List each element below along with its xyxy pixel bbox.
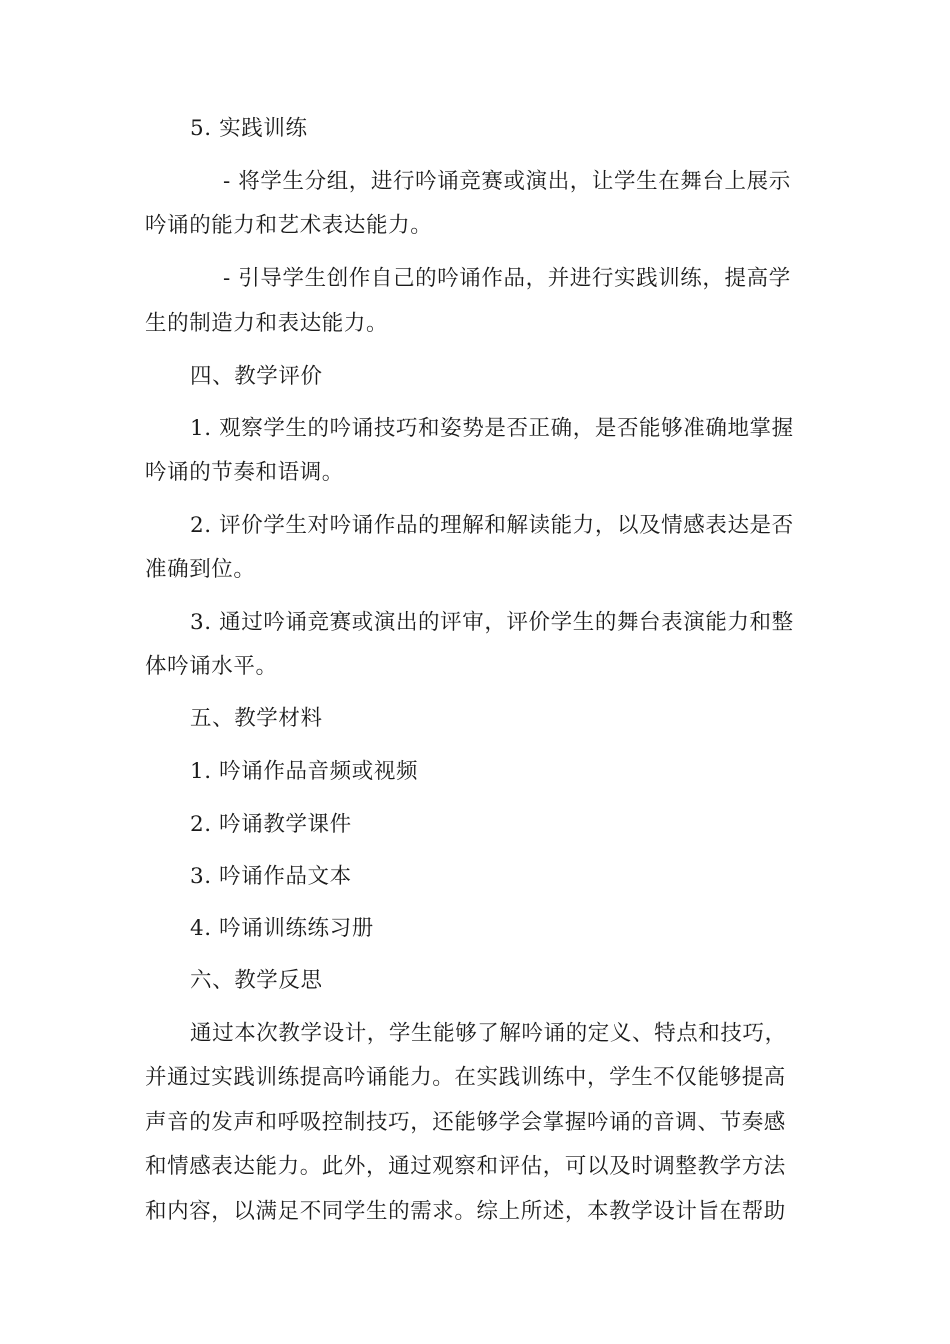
paragraph-line: 声音的发声和呼吸控制技巧，还能够学会掌握吟诵的音调、节奏感 — [145, 1110, 786, 1135]
section-heading-practice-training: 5. 实践训练 — [190, 116, 308, 141]
section-heading-teaching-materials: 五、教学材料 — [190, 706, 323, 731]
list-item-line: 3. 通过吟诵竞赛或演出的评审，评价学生的舞台表演能力和整 — [190, 610, 794, 635]
list-item-line: 2. 评价学生对吟诵作品的理解和解读能力，以及情感表达是否 — [190, 513, 794, 538]
paragraph-line: 通过本次教学设计，学生能够了解吟诵的定义、特点和技巧， — [190, 1021, 787, 1046]
paragraph-line: 并通过实践训练提高吟诵能力。在实践训练中，学生不仅能够提高 — [145, 1065, 786, 1090]
paragraph-line: - 引导学生创作自己的吟诵作品，并进行实践训练，提高学 — [223, 266, 791, 291]
section-heading-teaching-evaluation: 四、教学评价 — [190, 364, 323, 389]
paragraph-line: 生的制造力和表达能力。 — [145, 311, 389, 336]
list-item-line: 2. 吟诵教学课件 — [190, 812, 352, 837]
list-item-line: 4. 吟诵训练练习册 — [190, 916, 374, 941]
paragraph-line: 和情感表达能力。此外，通过观察和评估，可以及时调整教学方法 — [145, 1154, 786, 1179]
list-item-line: 3. 吟诵作品文本 — [190, 864, 352, 889]
paragraph-line: 吟诵的能力和艺术表达能力。 — [145, 213, 433, 238]
list-item-line: 1. 吟诵作品音频或视频 — [190, 759, 419, 784]
list-item-line: 准确到位。 — [145, 557, 256, 582]
section-heading-teaching-reflection: 六、教学反思 — [190, 968, 323, 993]
document-page — [145, 0, 805, 1344]
list-item-line: 1. 观察学生的吟诵技巧和姿势是否正确，是否能够准确地掌握 — [190, 416, 794, 441]
paragraph-line: 和内容，以满足不同学生的需求。综上所述，本教学设计旨在帮助 — [145, 1199, 786, 1224]
paragraph-line: - 将学生分组，进行吟诵竞赛或演出，让学生在舞台上展示 — [223, 169, 791, 194]
list-item-line: 吟诵的节奏和语调。 — [145, 460, 344, 485]
list-item-line: 体吟诵水平。 — [145, 654, 278, 679]
